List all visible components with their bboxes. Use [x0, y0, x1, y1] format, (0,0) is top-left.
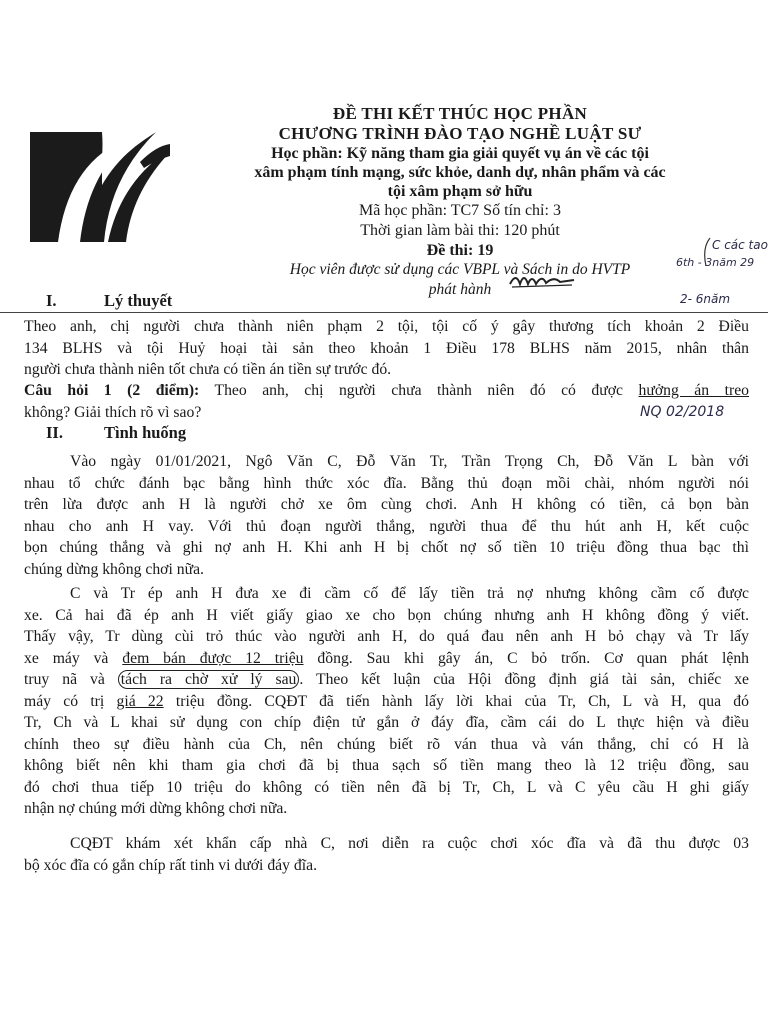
situation-line: bộ xóc đĩa có gắn chíp rất tinh vi dưới đáy đĩa.: [24, 856, 317, 874]
exam-header: [190, 104, 730, 300]
duration: Thời gian làm bài thi: 120 phút: [360, 222, 560, 239]
situation-line: không biết nên khi tham gia chơi đã bị thua sạch số tiền mang theo là 12 triệu đồng, sau: [24, 757, 749, 774]
course-code: Mã học phần: TC7 Số tín chỉ: 3: [359, 202, 561, 219]
situation-line: xe. Cả hai đã ép anh H viết giấy giao xe cho bọn chúng nhưng anh H không đồng ý viết.: [24, 606, 749, 624]
separate-handling-highlight: tách ra chờ xử lý sau: [118, 670, 300, 689]
signature-mark: [508, 268, 578, 290]
handwritten-note-1: C các tao: [712, 238, 768, 252]
situation-line: Tr, Ch và L khai sử dụng con chíp điện tử gắn ở đáy đĩa, cầm cái do L thực hiện và điều: [24, 714, 749, 731]
situation-paragraph-3: [24, 833, 749, 876]
situation-line: chính theo sự điều hành của Ch, nên chúng biết rõ ván thua và ván thắng, chỉ có H là: [24, 735, 749, 753]
question-label: Câu hỏi 1 (2 điểm):: [24, 382, 200, 399]
theory-line: 134 BLHS và tội Huỷ hoại tài sản theo khoản 1 Điều 178 BLHS năm 2015, nhân thân: [24, 339, 749, 357]
situation-line: nhận nợ chúng mới dừng không chơi nữa.: [24, 800, 288, 817]
question-line-2: không? Giải thích rõ vì sao?: [24, 403, 202, 421]
allowed-materials-note: Học viên được sử dụng các VBPL và Sách in do HVTP: [289, 261, 631, 278]
section-situation-heading: Tình huống: [104, 423, 187, 442]
course-line-2: xâm phạm tính mạng, sức khỏe, danh dự, nhân phẩm và các: [254, 164, 666, 181]
suspended-sentence-highlight: hưởng án treo: [638, 382, 749, 399]
exam-number: Đề thi: 19: [426, 242, 494, 259]
program-title: CHƯƠNG TRÌNH ĐÀO TẠO NGHỀ LUẬT SƯ: [278, 124, 642, 143]
situation-line: chúng dừng không chơi nữa.: [24, 560, 204, 578]
section-theory-heading: Lý thuyết: [104, 291, 173, 310]
situation-line: Vào ngày 01/01/2021, Ngô Văn C, Đỗ Văn Tr, Trần Trọng Ch, Đỗ Văn L bàn với: [70, 453, 749, 470]
situation-line: đó chơi thua tiếp 10 triệu do không có tiền nên đã bị Tr, Ch, L và C yêu cầu H ghi giấy: [24, 778, 749, 796]
theory-line: Theo anh, chị người chưa thành niên phạm 2 tội, tội cố ý gây thương tích khoản 2 Điều: [24, 318, 749, 335]
handwritten-ref-note: NQ 02/2018: [640, 404, 725, 420]
situation-line: trên lừa được anh H là người chở xe ôm cùng chơi. Anh H không có tiền, cả bọn bàn: [24, 496, 749, 513]
section-theory-number: I.: [46, 291, 57, 310]
situation-line: Thấy vậy, Tr dùng cùi trỏ thúc vào người anh H, do quá đau nên anh H bỏ chạy và Tr lấy: [24, 628, 749, 645]
situation-line: CQĐT khám xét khẩn cấp nhà C, nơi diễn ra cuộc chơi xóc đĩa và đã thu được 03: [70, 835, 749, 852]
question-1: Câu hỏi 1 (2 điểm): Theo anh, chị người chưa thành niên đó có được hưởng án treo không? Giải thích rõ vì sao?: [24, 380, 749, 423]
theory-line: người chưa thành niên tốt chưa có tiền án tiền sự trước đó.: [24, 361, 392, 378]
sale-amount-highlight: đem bán được 12 triệu: [122, 649, 304, 667]
course-line-1: Học phần: Kỹ năng tham gia giải quyết vụ án về các tội: [271, 145, 649, 162]
allowed-materials-note-2: phát hành: [428, 281, 492, 298]
theory-paragraph: [24, 316, 749, 381]
situation-line: C và Tr ép anh H đưa xe đi cầm cố để lấy tiền trả nợ nhưng không cầm cố được: [70, 585, 749, 602]
handwritten-note-3: 2- 6năm: [680, 292, 731, 306]
situation-paragraph-2: C và Tr ép anh H đưa xe đi cầm cố để lấy tiền trả nợ nhưng không cầm cố được xe. Cả hai đã ép anh H viết giấy giao xe cho bọn chúng nhưng anh H không đồng ý viết. Thấy vậy, Tr dùng cùi trỏ thúc vào người anh H, do quá đau nên anh H bỏ chạy và Tr lấy xe máy và đem bán được 12 triệu đồng. Sau khi gây án, C bỏ trốn. Cơ quan phát lệnh truy nã và tách ra chờ xử lý sau . Theo kết luận của Hội đồng định giá tài sản, chiếc xe máy có trị giá 22 triệu đồng. CQĐT đã tiến hành lấy lời khai của Tr, Ch, L và H, qua đó Tr, Ch và L khai sử dụng con chíp điện tử gắn ở đáy đĩa, cầm cái do L thực hiện và điều chính theo sự điều hành của Ch, nên chúng biết rõ ván thua và ván thắng, chỉ có H là không biết nên khi tham gia chơi đã bị thua sạch số tiền mang theo là 12 triệu đồng, sau đó chơi thua tiếp 10 triệu do không có tiền nên đã bị Tr, Ch, L và C yêu cầu H ghi giấy nhận nợ chúng mới dừng không chơi nữa.: [24, 583, 749, 820]
situation-line: nhau tổ chức đánh bạc bằng hình thức xóc đĩa. Bằng thủ đoạn mồi chài, nhóm người nói: [24, 474, 749, 492]
header-divider: [0, 312, 768, 313]
situation-paragraph-1: [24, 451, 749, 580]
section-situation-number: II.: [46, 423, 63, 442]
situation-line: bọn chúng thắng và ghi nợ anh H. Khi anh H bị chốt nợ số tiền 10 triệu đồng thua bạc thì: [24, 539, 749, 556]
exam-title: ĐỀ THI KẾT THÚC HỌC PHẦN: [332, 104, 588, 123]
course-line-3: tội xâm phạm sở hữu: [387, 183, 533, 200]
valuation-highlight: giá 22: [116, 692, 164, 710]
academy-logo-icon: [28, 122, 173, 252]
situation-line: nhau cho anh H vay. Với thủ đoạn người thắng, người thua để thu hút anh H, kết cuộc: [24, 517, 749, 535]
handwritten-note-2: 6th - 3năm 29: [676, 256, 755, 269]
